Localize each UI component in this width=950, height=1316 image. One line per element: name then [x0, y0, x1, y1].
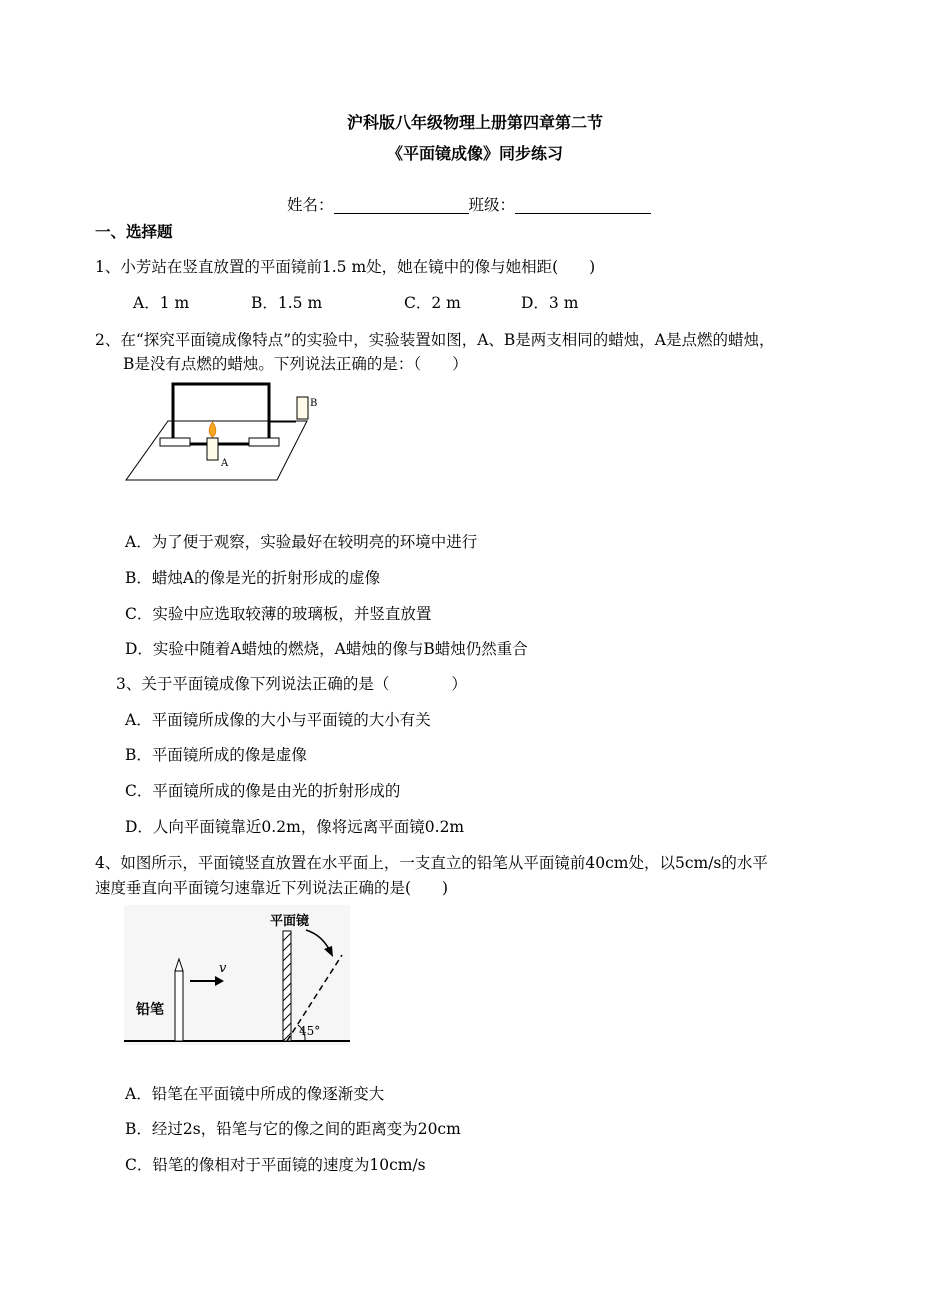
student-info-row	[287, 193, 651, 215]
q1-options	[133, 291, 578, 313]
q3-option-c: C．平面镜所成的像是由光的折射形成的	[125, 782, 401, 800]
q2-label-a: A	[221, 458, 229, 469]
q4-label-mirror: 平面镜	[270, 914, 310, 929]
class-blank	[515, 197, 651, 214]
q3-stem: 3、关于平面镜成像下列说法正确的是（ ）	[116, 675, 467, 693]
q2-stand-left	[160, 438, 190, 446]
q2-candle-a	[207, 438, 218, 460]
q4-label-pencil: 铅笔	[136, 1002, 164, 1018]
q4-option-a: A．铅笔在平面镜中所成的像逐渐变大	[125, 1085, 385, 1103]
q2-option-a: A．为了便于观察，实验最好在较明亮的环境中进行	[125, 533, 478, 551]
q2-stem-line1: 2、在“探究平面镜成像特点”的实验中，实验装置如图，A、B是两支相同的蜡烛，A是点燃的蜡烛，	[95, 331, 775, 349]
q2-option-c: C．实验中应选取较薄的玻璃板，并竖直放置	[125, 605, 432, 623]
q2-figure-candle-experiment	[120, 378, 330, 488]
q1-option-a: A．1 m	[133, 294, 190, 312]
q3-option-b: B．平面镜所成的像是虚像	[125, 746, 307, 764]
q3-option-a: A．平面镜所成像的大小与平面镜的大小有关	[125, 711, 431, 729]
q2-flame-icon	[209, 422, 216, 437]
q2-glass-plate	[173, 384, 269, 444]
name-label: 姓名：	[287, 196, 334, 214]
q2-stand-right	[249, 438, 279, 446]
class-label: 班级：	[468, 196, 516, 214]
q3-option-d: D．人向平面镜靠近0.2m，像将远离平面镜0.2m	[125, 818, 465, 836]
q4-label-velocity: v	[219, 961, 227, 976]
q4-pencil	[175, 971, 183, 1041]
q1-option-c: C．2 m	[404, 294, 461, 312]
q4-stem-line2: 速度垂直向平面镜匀速靠近下列说法正确的是( )	[95, 879, 449, 897]
q2-candle-b	[297, 397, 308, 419]
q2-stem-line2: B是没有点燃的蜡烛。下列说法正确的是：（ ）	[123, 355, 468, 373]
q2-label-b: B	[310, 398, 318, 409]
doc-title-line2: 《平面镜成像》同步练习	[386, 144, 563, 163]
doc-title-line1: 沪科版八年级物理上册第四章第二节	[346, 113, 603, 132]
section-heading: 一、选择题	[95, 222, 173, 241]
q2-option-b: B．蜡烛A的像是光的折射形成的虚像	[125, 569, 381, 587]
q1-stem: 1、小芳站在竖直放置的平面镜前1.5 m处，她在镜中的像与她相距( )	[95, 258, 596, 276]
q4-option-b: B．经过2s，铅笔与它的像之间的距离变为20cm	[125, 1120, 461, 1138]
q4-figure-mirror-pencil	[124, 905, 350, 1045]
q4-label-angle: 45°	[299, 1024, 321, 1038]
q4-option-c: C．铅笔的像相对于平面镜的速度为10cm/s	[125, 1156, 426, 1174]
q4-stem-line1: 4、如图所示，平面镜竖直放置在水平面上，一支直立的铅笔从平面镜前40cm处，以5cm/s的水平	[95, 854, 768, 872]
q2-option-d: D．实验中随着A蜡烛的燃烧，A蜡烛的像与B蜡烛仍然重合	[125, 640, 528, 658]
name-blank	[334, 197, 469, 214]
q1-option-d: D．3 m	[521, 294, 579, 312]
q1-option-b: B．1.5 m	[251, 294, 323, 312]
